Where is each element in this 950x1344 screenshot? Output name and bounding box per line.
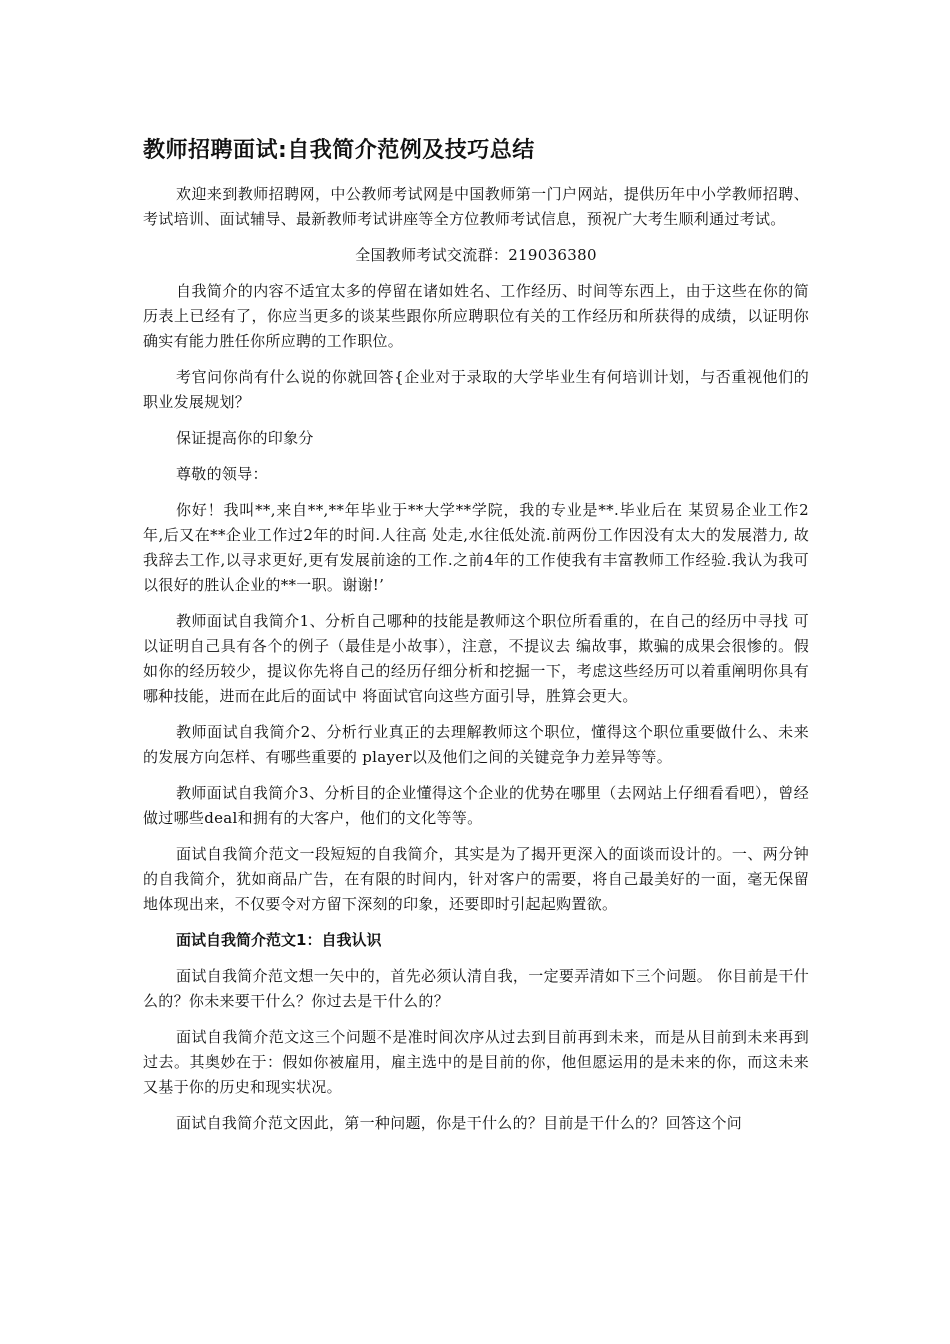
- paragraph-2: 考官问你尚有什么说的你就回答{企业对于录取的大学毕业生有何培训计划，与否重视他们的职业发展规划？: [143, 368, 809, 411]
- paragraph-7: 教师面试自我简介2、分析行业真正的去理解教师这个职位，懂得这个职位重要做什么、未来的发展方向怎样、有哪些重要的 player以及他们之间的关键竞争力差异等等。: [143, 723, 809, 766]
- paragraph-10: 面试自我简介范文想一矢中的，首先必须认清自我，一定要弄清如下三个问题。 你目前是干什么的？你未来要干什么？你过去是干什么的？: [143, 967, 809, 1010]
- paragraph-11: 面试自我简介范文这三个问题不是准时间次序从过去到目前再到未来，而是从目前到未来再到过去。其奥妙在于：假如你被雇用，雇主选中的是目前的你，他但愿运用的是未来的你，而这未来又基于你的历史和现实状况。: [143, 1028, 809, 1096]
- document-title: 教师招聘面试:自我简介范例及技巧总结: [143, 138, 535, 163]
- paragraph-5: 你好！我叫**,来自**,**年毕业于**大学**学院，我的专业是**.毕业后在 某贸易企业工作2年,后又在**企业工作过2年的时间.人往高 处走,水往低处流.前两份工作因没有太大的发展潜力, 故我辞去工作,以寻求更好,更有发展前途的工作.之前4年的工作使我有丰富教师工作经验.我认为我可以很好的胜认企业的**一职。谢谢!’: [143, 501, 809, 594]
- paragraph-4: 尊敬的领导：: [176, 465, 268, 483]
- group-number: 全国教师考试交流群：219036380: [355, 246, 597, 264]
- paragraph-12: 面试自我简介范文因此，第一种问题，你是干什么的？目前是干什么的？回答这个问: [176, 1114, 743, 1132]
- document-page: [143, 130, 809, 1147]
- paragraph-1: 自我简介的内容不适宜太多的停留在诸如姓名、工作经历、时间等东西上，由于这些在你的简历表上已经有了，你应当更多的谈某些跟你所应聘职位有关的工作经历和所获得的成绩，以证明你确实有能力胜任你所应聘的工作职位。: [143, 282, 809, 350]
- section-heading: 面试自我简介范文1：自我认识: [176, 931, 382, 949]
- intro-paragraph: 欢迎来到教师招聘网，中公教师考试网是中国教师第一门户网站，提供历年中小学教师招聘、考试培训、面试辅导、最新教师考试讲座等全方位教师考试信息，预祝广大考生顺利通过考试。: [143, 185, 809, 228]
- paragraph-9: 面试自我简介范文一段短短的自我简介，其实是为了揭开更深入的面谈而设计的。一、两分钟的自我简介，犹如商品广告，在有限的时间内，针对客户的需要，将自己最美好的一面，毫无保留地体现出来，不仅要令对方留下深刻的印象，还要即时引起起购置欲。: [143, 845, 809, 913]
- paragraph-8: 教师面试自我简介3、分析目的企业懂得这个企业的优势在哪里（去网站上仔细看看吧），曾经做过哪些deal和拥有的大客户，他们的文化等等。: [143, 784, 809, 827]
- paragraph-3: 保证提高你的印象分: [176, 429, 314, 447]
- paragraph-6: 教师面试自我简介1、分析自己哪种的技能是教师这个职位所看重的，在自己的经历中寻找 可以证明自己具有各个的例子（最佳是小故事），注意，不提议去 编故事，欺骗的成果会很惨的。假如你的经历较少，提议你先将自己的经历仔细分析和挖掘一下，考虑这些经历可以着重阐明你具有哪种技能，进而在此后的面试中 将面试官向这些方面引导，胜算会更大。: [143, 612, 809, 705]
